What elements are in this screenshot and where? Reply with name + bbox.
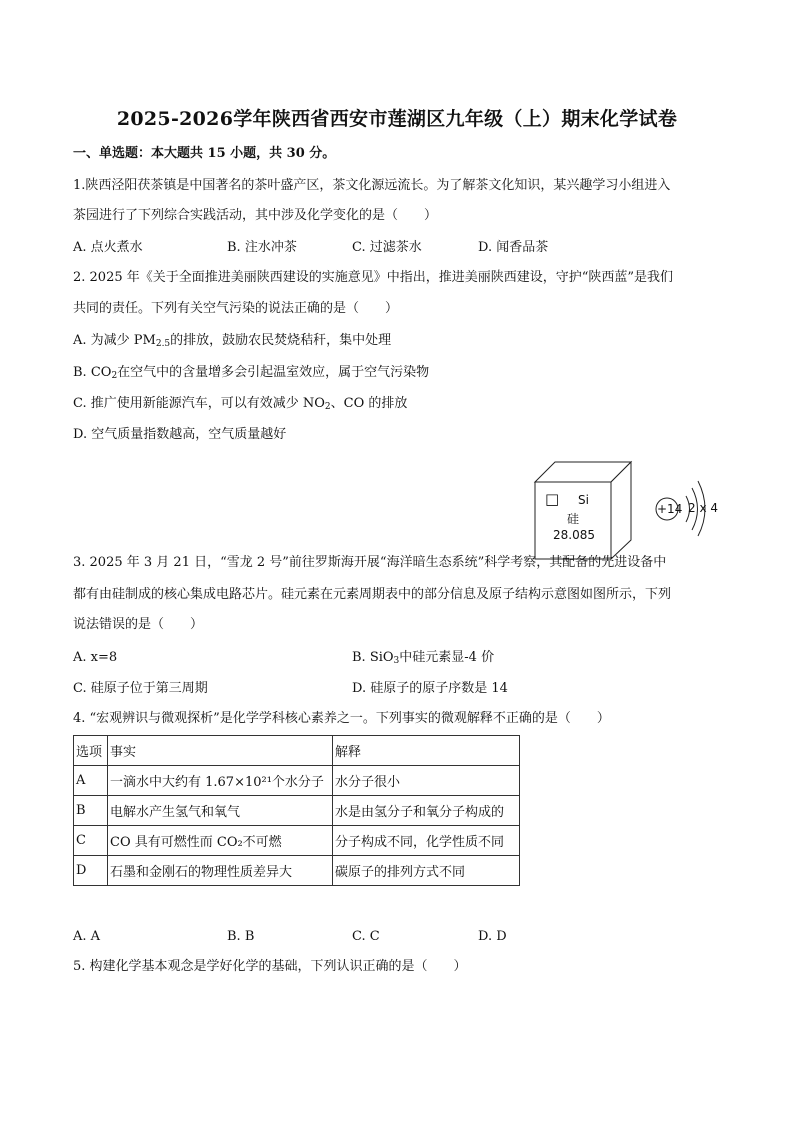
section-heading: 一、单选题：本大题共 15 小题，共 30 分。	[73, 146, 336, 161]
question-4-option-b: B. B	[227, 929, 255, 944]
question-2-line-1: 2. 2025 年《关于全面推进美丽陕西建设的实施意见》中指出，推进美丽陕西建设，守护“陕西蓝”是我们	[73, 270, 674, 285]
table-cell: D	[74, 856, 108, 886]
question-2-line-2: 共同的责任。下列有关空气污染的说法正确的是（ ）	[73, 301, 399, 316]
question-1-option-a: A. 点火煮水	[73, 240, 143, 255]
element-symbol: Si	[578, 493, 589, 507]
question-3-option-c: C. 硅原子位于第三周期	[73, 681, 208, 696]
table-row	[74, 856, 520, 886]
table-cell: A	[74, 766, 108, 796]
table-cell: 石墨和金刚石的物理性质差异大	[108, 856, 333, 886]
question-5-line-1: 5. 构建化学基本观念是学好化学的基础，下列认识正确的是（ ）	[73, 959, 467, 974]
table-header-row	[74, 736, 520, 766]
atomic-number-box: □	[545, 490, 560, 508]
question-1-line-1: 1.陕西泾阳茯茶镇是中国著名的茶叶盛产区，茶文化源远流长。为了解茶文化知识，某兴趣学习小组进入	[73, 178, 671, 193]
question-1-option-d: D. 闻香品茶	[478, 240, 549, 255]
table-cell: 分子构成不同，化学性质不同	[333, 826, 520, 856]
table-cell: 水是由氢分子和氧分子构成的	[333, 796, 520, 826]
question-4-line-1: 4. “宏观辨识与微观探析”是化学学科核心素养之一。下列事实的微观解释不正确的是（ ）	[73, 711, 610, 726]
element-cube-outline	[533, 460, 633, 560]
table-header-cell: 选项	[74, 736, 108, 766]
periodic-table-cell	[533, 460, 633, 560]
question-3-option-b: B. SiO$_3$中硅元素显-4 价	[352, 650, 495, 666]
table-header-cell: 事实	[108, 736, 333, 766]
question-2-option-d: D. 空气质量指数越高，空气质量越好	[73, 427, 287, 442]
nucleus-charge: +14	[657, 502, 683, 516]
page-title: 2025-2026学年陕西省西安市莲湖区九年级（上）期末化学试卷	[116, 108, 678, 130]
table-cell: 一滴水中大约有 1.67×10²¹个水分子	[108, 766, 333, 796]
question-1-line-2: 茶园进行了下列综合实践活动，其中涉及化学变化的是（ ）	[73, 208, 438, 223]
question-4-table	[73, 735, 520, 886]
atomic-mass: 28.085	[553, 528, 595, 542]
table-cell: CO 具有可燃性而 CO₂不可燃	[108, 826, 333, 856]
question-4-option-c: C. C	[352, 929, 380, 944]
question-2-option-a: A. 为减少 $PM_{2.5}$的排放，鼓励农民焚烧秸秆，集中处理	[73, 333, 392, 349]
question-3-line-3: 说法错误的是（ ）	[73, 617, 204, 632]
question-3-line-1: 3. 2025 年 3 月 21 日，“雪龙 2 号”前往罗斯海开展“海洋暗生态系统”科学考察，其配备的先进设备中	[73, 555, 667, 570]
electron-configuration: 2 x 4	[688, 501, 718, 515]
table-header-cell: 解释	[333, 736, 520, 766]
question-3-option-d: D. 硅原子的原子序数是 14	[352, 681, 508, 696]
table-row	[74, 766, 520, 796]
table-row	[74, 826, 520, 856]
question-1-option-b: B. 注水冲茶	[227, 240, 297, 255]
question-2-option-c: C. 推广使用新能源汽车，可以有效减少 $NO_2$、CO 的排放	[73, 396, 408, 412]
table-cell: 碳原子的排列方式不同	[333, 856, 520, 886]
element-name: 硅	[567, 512, 580, 526]
question-3-option-a: A. x=8	[73, 650, 118, 665]
question-4-option-d: D. D	[478, 929, 507, 944]
question-4-option-a: A. A	[73, 929, 101, 944]
table-cell: C	[74, 826, 108, 856]
table-cell: 水分子很小	[333, 766, 520, 796]
question-2-option-b: B. $CO_2$在空气中的含量增多会引起温室效应，属于空气污染物	[73, 365, 430, 381]
table-cell: 电解水产生氢气和氧气	[108, 796, 333, 826]
question-1-option-c: C. 过滤茶水	[352, 240, 422, 255]
atomic-structure-diagram	[650, 478, 730, 538]
question-3-line-2: 都有由硅制成的核心集成电路芯片。硅元素在元素周期表中的部分信息及原子结构示意图如图所示，下列	[73, 587, 672, 602]
table-row	[74, 796, 520, 826]
table-cell: B	[74, 796, 108, 826]
